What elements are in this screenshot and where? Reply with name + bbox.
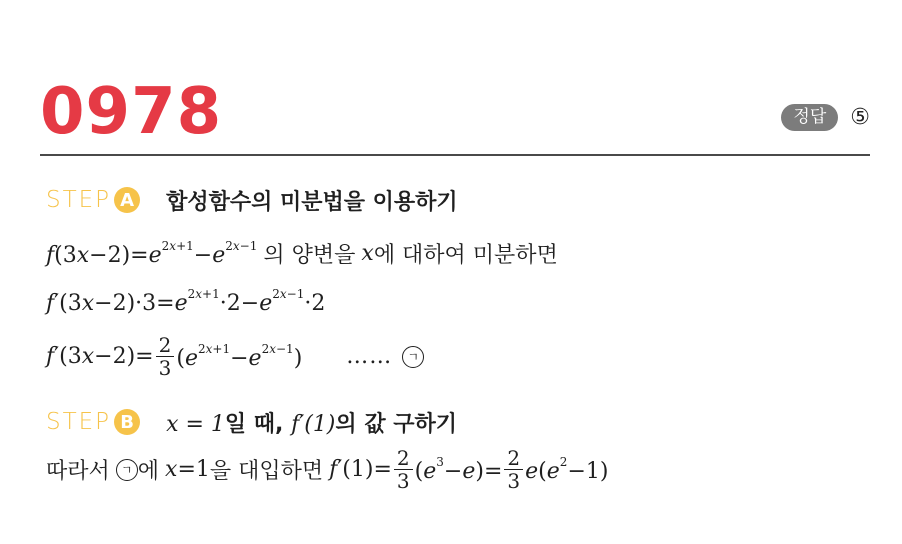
equation-line-2 — [46, 287, 325, 316]
divider — [40, 154, 870, 156]
step-b-title — [166, 407, 457, 438]
equation-line-4 — [46, 447, 608, 492]
step-b-when: 일 때, — [224, 411, 284, 437]
result-mid: $(e^3-e)=$ — [414, 455, 503, 484]
step-b-letter-badge: B — [114, 409, 140, 435]
circled-giyeok-ref: ㄱ — [116, 459, 138, 481]
answer-badge: 정답 — [781, 104, 838, 131]
answer-value: ⑤ — [850, 104, 870, 130]
equation-line-3 — [46, 334, 424, 379]
equation-3-lhs: f′(3x−2)= — [46, 344, 154, 369]
equation-line-1 — [46, 238, 558, 269]
step-b-tail: 의 값 구하기 — [335, 411, 457, 437]
line4-head: 따라서 — [46, 459, 110, 484]
step-a-label: STEP — [46, 187, 112, 213]
answer-area — [781, 104, 870, 131]
line1-var: x — [361, 241, 374, 266]
step-b-function: f′(1) — [291, 411, 336, 437]
fraction-2-3-a: $\frac{2}{3}$ — [394, 447, 413, 492]
circled-giyeok-mark: ㄱ — [402, 346, 424, 368]
line1-tail: 에 대하여 미분하면 — [373, 243, 558, 268]
step-a-letter-badge: A — [114, 187, 140, 213]
equation-1: $f(3x-2)=e^{2x+1}-e^{2x-1}$ — [46, 239, 258, 268]
step-b-header — [46, 405, 457, 439]
line1-text: 의 양변을 — [263, 243, 356, 268]
fraction-2-3: $\frac{2}{3}$ — [156, 334, 175, 379]
step-b-condition: x = 1 — [166, 411, 225, 437]
line4-mid: 에 — [137, 459, 160, 484]
step-a-title: 합성함수의 미분법을 이용하기 — [166, 189, 458, 215]
result-final: $e(e^2-1)$ — [525, 455, 609, 484]
line4-mid2: 을 대입하면 — [209, 459, 324, 484]
fraction-2-3-b: $\frac{2}{3}$ — [504, 447, 523, 492]
step-a-header — [46, 183, 458, 217]
problem-number: 0978 — [40, 75, 223, 149]
step-b-label: STEP — [46, 409, 112, 435]
equation-2: $f'(3x-2)\cdot 3=e^{2x+1}\cdot 2-e^{2x-1}\cdot 2$ — [46, 287, 326, 316]
substitution: x=1 — [165, 457, 210, 482]
ellipsis: …… — [346, 344, 393, 369]
result-lhs: f′(1)= — [329, 457, 392, 482]
equation-3-rhs: $(e^{2x+1}-e^{2x-1})$ — [176, 342, 303, 371]
